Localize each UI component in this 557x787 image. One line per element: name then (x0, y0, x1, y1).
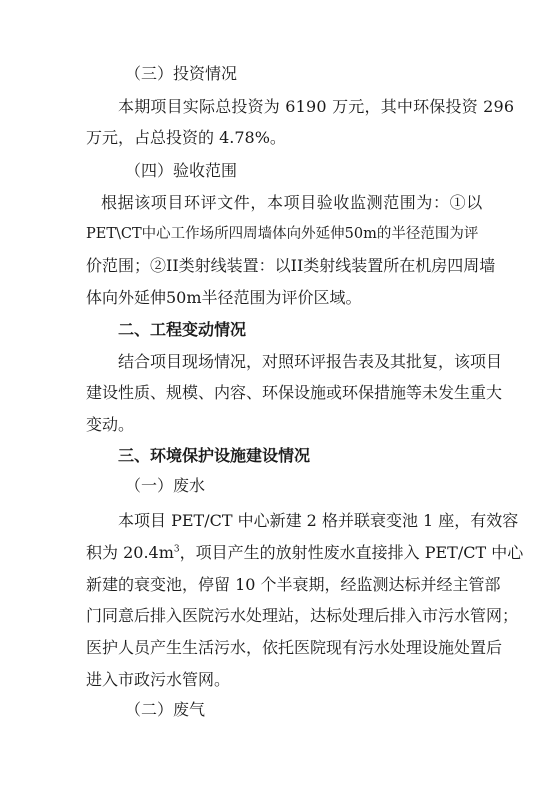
paragraph-line: 进入市政污水管网。 (86, 670, 231, 689)
paragraph-line: 门同意后排入医院污水处理站，达标处理后排入市污水管网； (86, 606, 519, 625)
paragraph-line: 根据该项目环评文件，本项目验收监测范围为：①以 (101, 193, 483, 212)
paragraph-text: ，项目产生的放射性废水直接排入 PET/CT 中心 (179, 543, 524, 562)
paragraph-line: 体向外延伸50m半径范围为评价区域。 (86, 288, 362, 307)
paragraph-line: 新建的衰变池，停留 10 个半衰期，经监测达标并经主管部 (86, 575, 501, 594)
cubic-superscript: 3 (173, 544, 180, 555)
paragraph-line: 万元，占总投资的 4.78%。 (86, 128, 286, 147)
paragraph-line: PET\CT中心工作场所四周墙体向外延伸50m的半径范围为评 (86, 226, 479, 242)
paragraph-line: 医护人员产生生活污水，依托医院现有污水处理设施处置后 (86, 638, 503, 657)
volume-text: 积为 20.4m (86, 543, 174, 562)
paragraph-line: 建设性质、规模、内容、环保设施或环保措施等未发生重大 (86, 383, 503, 402)
section-heading-exhaust: （二）废气 (125, 700, 206, 719)
section-heading-investment: （三）投资情况 (125, 64, 238, 83)
chapter-heading-changes: 二、工程变动情况 (118, 320, 247, 339)
section-heading-wastewater: （一）废水 (125, 476, 206, 495)
paragraph-line (86, 543, 523, 563)
section-heading-scope: （四）验收范围 (125, 161, 238, 180)
chapter-heading-facilities: 三、环境保护设施建设情况 (118, 446, 311, 465)
paragraph-line: 本期项目实际总投资为 6190 万元，其中环保投资 296 (118, 97, 515, 116)
paragraph-line: 变动。 (86, 415, 135, 434)
paragraph-line: 价范围；②II类射线装置：以II类射线装置所在机房四周墙 (86, 256, 496, 275)
paragraph-line: 本项目 PET/CT 中心新建 2 格并联衰变池 1 座，有效容 (118, 511, 519, 530)
paragraph-line: 结合项目现场情况，对照环评报告表及其批复，该项目 (118, 352, 503, 371)
